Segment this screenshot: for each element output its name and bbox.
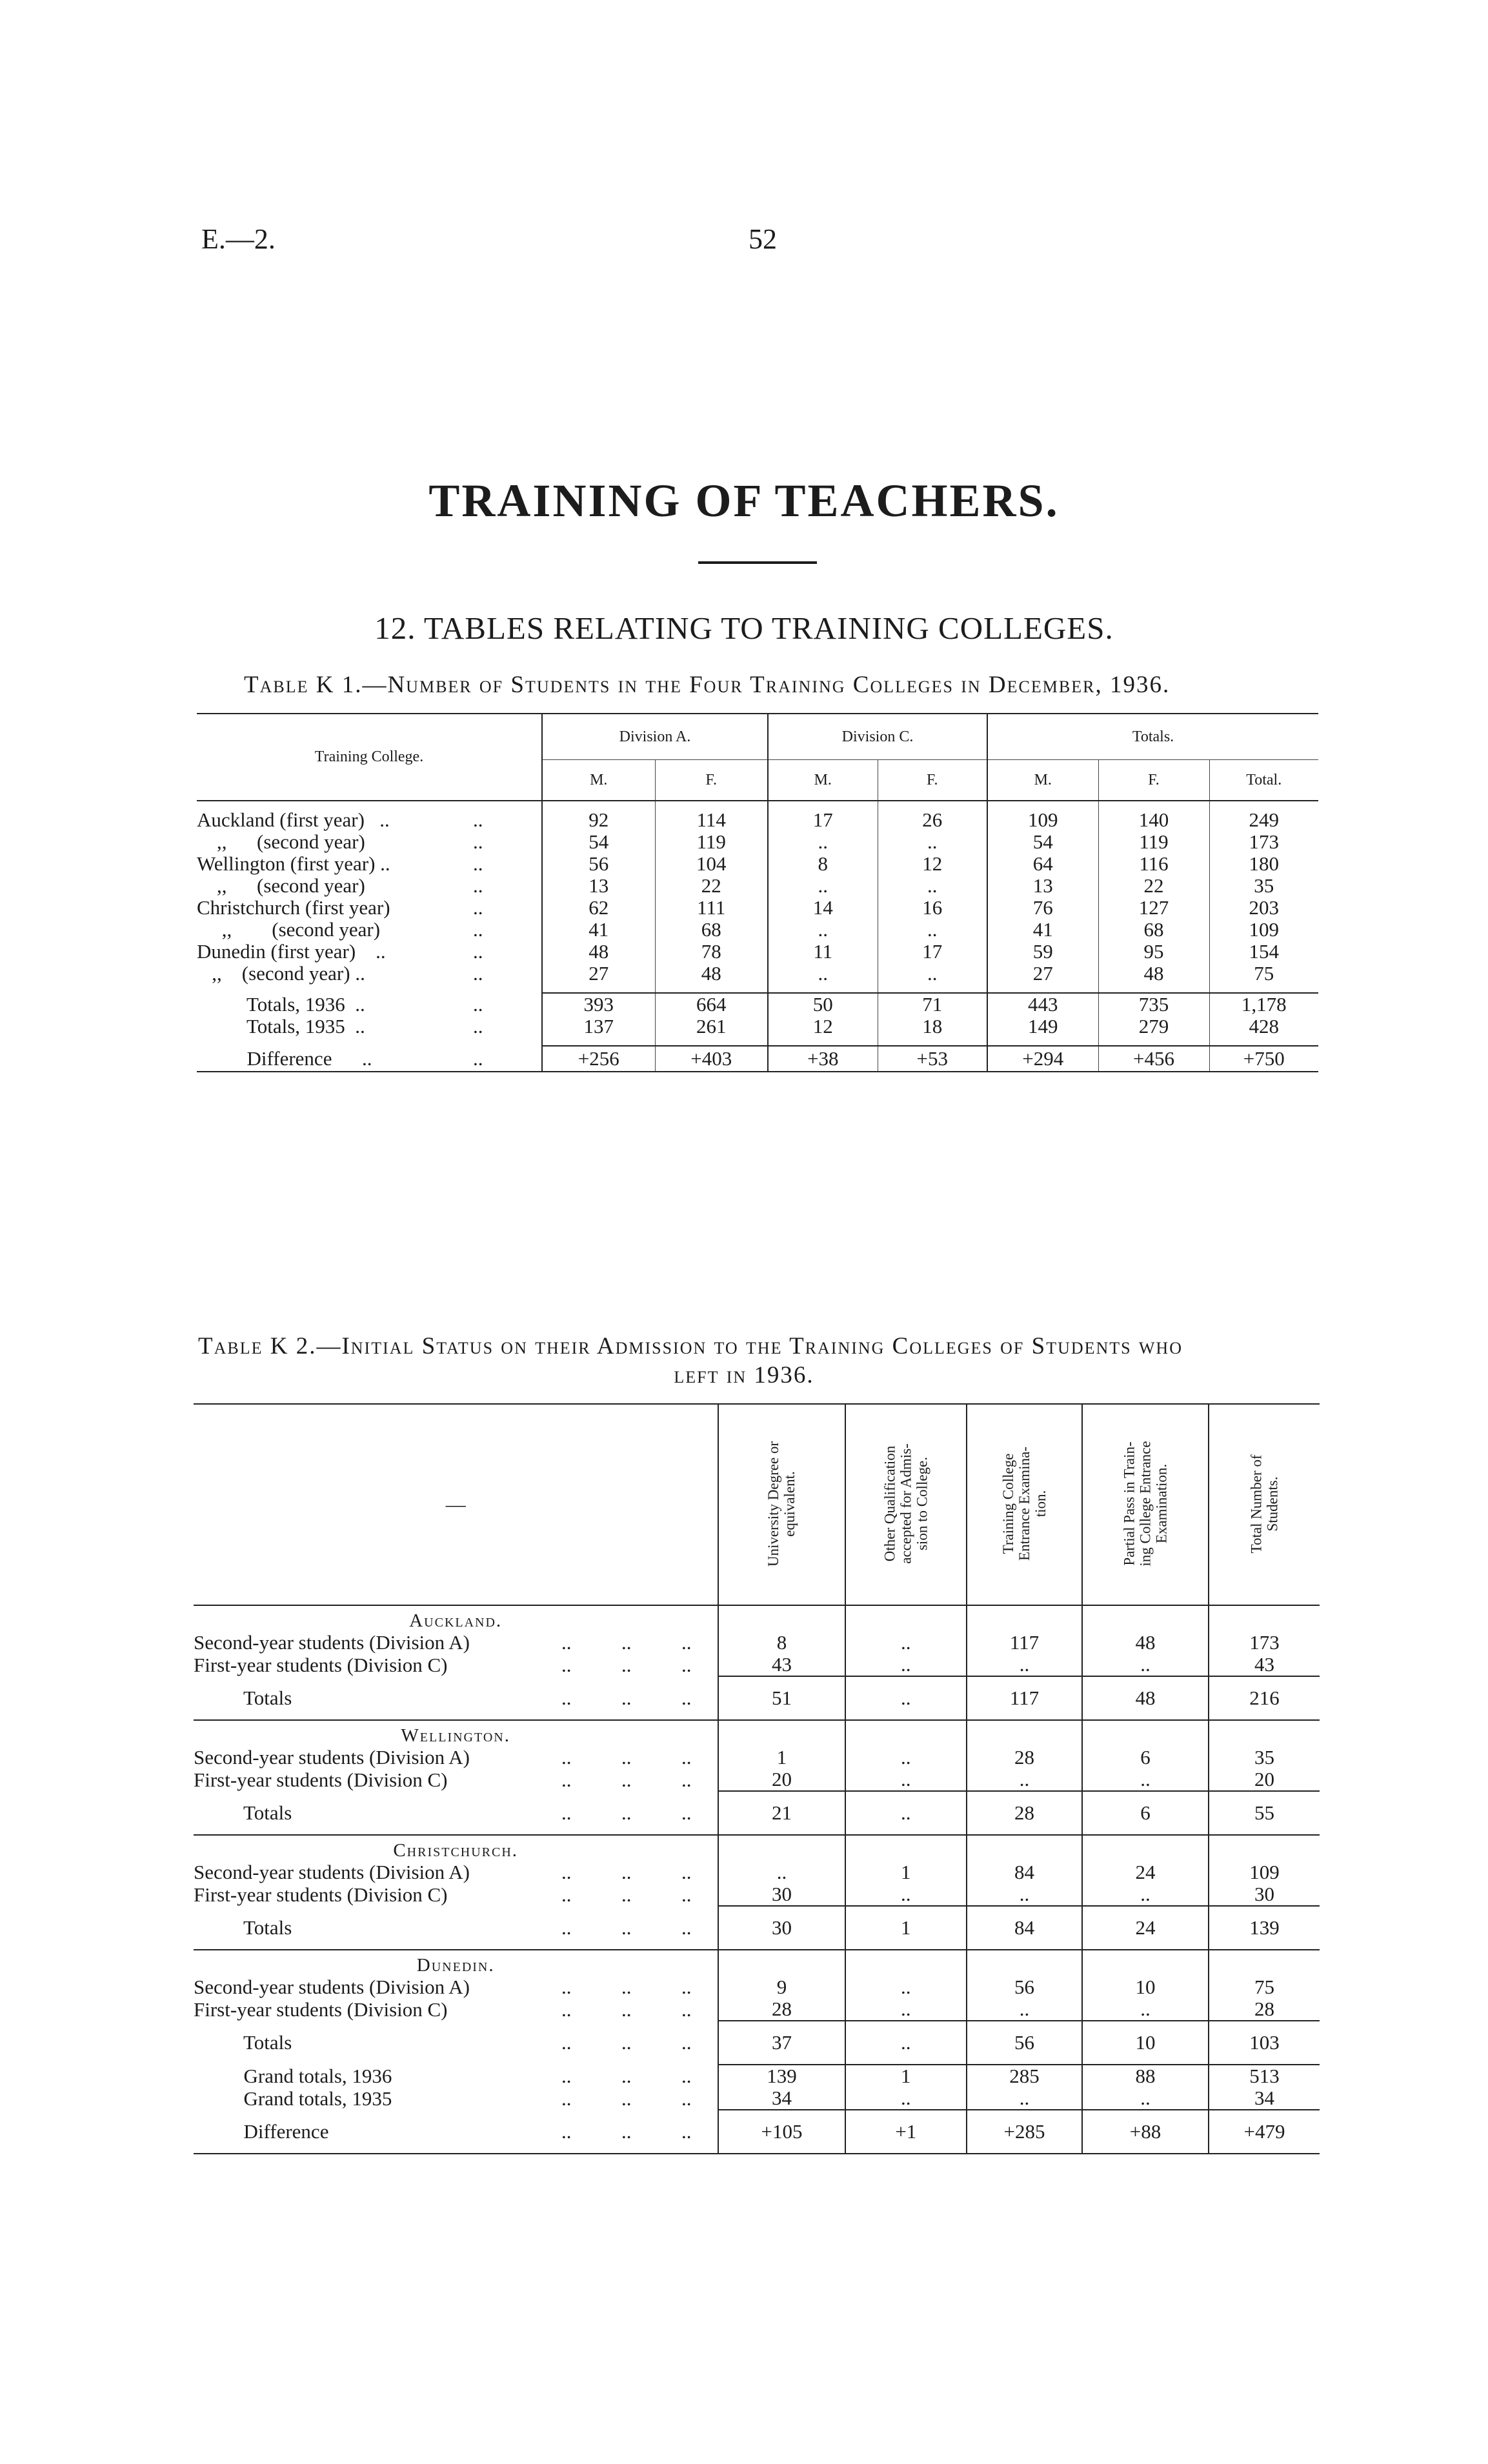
totals-row: Totals .. .. .. 21 .. 28 6 55 [194,1791,1320,1835]
col-t-f: F. [1098,760,1209,801]
difference-row: Difference .. .. .. +105 +1 +285 +88 +479 [194,2110,1320,2154]
col-total: Total. [1209,760,1318,801]
col-a-f: F. [655,760,768,801]
col-partial-pass: Partial Pass in Train- ing College Entrance Examination. [1121,1441,1170,1567]
col-a-m: M. [542,760,655,801]
group-division-a: Division A. [542,714,768,760]
table-k2-caption: Table K 2.—Initial Status on their Admission to the Training Colleges of Students who [198,1333,1183,1359]
table-row: First-year students (Division C) .. .. .. 20 .. .. .. 20 [194,1768,1320,1791]
table-row: First-year students (Division C) .. .. .. 28 .. .. .. 28 [194,1998,1320,2021]
table-row: Christchurch (first year) .. 62 111 14 16 76 127 203 [197,897,1318,919]
blank-header-dash: — [445,1493,466,1516]
table-row: Second-year students (Division A) .. .. .. 9 .. 56 10 75 [194,1976,1320,1998]
col-t-m: M. [987,760,1098,801]
grand-totals-1935: Grand totals, 1935 .. .. .. 34 .. .. .. 34 [194,2087,1320,2110]
region-heading: Wellington. [194,1720,718,1747]
table-row: ,, (second year) .. 54 119 .. .. 54 119 173 [197,831,1318,853]
totals-row: Totals .. .. .. 30 1 84 24 139 [194,1906,1320,1950]
totals-row-1935: Totals, 1935 .. .. 137 261 12 18 149 279 428 [197,1016,1318,1037]
region-heading: Christchurch. [194,1835,718,1861]
page-number: 52 [749,223,777,255]
totals-row: Totals .. .. .. 51 .. 117 48 216 [194,1676,1320,1720]
group-division-c: Division C. [768,714,987,760]
col-c-m: M. [768,760,878,801]
region-heading: Dunedin. [194,1950,718,1976]
table-row: ,, (second year) .. .. 27 48 .. .. 27 48 75 [197,963,1318,985]
table-row: ,, (second year) .. 13 22 .. .. 13 22 35 [197,875,1318,897]
section-title: 12. TABLES RELATING TO TRAINING COLLEGES. [374,610,1114,646]
table-k2-caption-cont: left in 1936. [674,1362,814,1388]
table-row: First-year students (Division C) .. .. .. 43 .. .. .. 43 [194,1654,1320,1676]
page-ref: E.—2. [201,223,276,255]
table-row: Auckland (first year) .. .. 92 114 17 26 109 140 249 [197,809,1318,831]
col-entrance-exam: Training College Entrance Examina- tion. [1000,1447,1049,1561]
page-title: TRAINING OF TEACHERS. [428,475,1060,526]
grand-totals-1936: Grand totals, 1936 .. .. .. 139 1 285 88 513 [194,2065,1320,2087]
table-row: Second-year students (Division A) .. .. .. 1 .. 28 6 35 [194,1747,1320,1768]
title-rule [698,561,817,564]
col-total-students: Total Number of Students. [1248,1454,1281,1553]
table-row: Wellington (first year) .. .. 56 104 8 12 64 116 180 [197,853,1318,875]
table-row: Second-year students (Division A) .. .. .. 8 .. 117 48 173 [194,1632,1320,1654]
table-k1 [197,713,1318,1072]
col-university-degree: University Degree or equivalent. [765,1441,798,1567]
group-totals: Totals. [987,714,1318,760]
table-row: Dunedin (first year) .. .. 48 78 11 17 59 95 154 [197,941,1318,963]
col-training-college: Training College. [314,748,424,765]
region-heading: Auckland. [409,1610,503,1631]
table-row: First-year students (Division C) .. .. .. 30 .. .. .. 30 [194,1883,1320,1906]
col-other-qualification: Other Qualification accepted for Admis- sion to College. [881,1443,930,1564]
difference-row: Difference .. .. +256 +403 +38 +53 +294 +456 +750 [197,1046,1318,1072]
totals-row-1936: Totals, 1936 .. .. 393 664 50 71 443 735 1,178 [197,993,1318,1016]
table-row: Second-year students (Division A) .. .. .. .. 1 84 24 109 [194,1861,1320,1883]
totals-row: Totals .. .. .. 37 .. 56 10 103 [194,2021,1320,2065]
table-row: ,, (second year) .. 41 68 .. .. 41 68 109 [197,919,1318,941]
col-c-f: F. [878,760,987,801]
table-k2 [194,1403,1320,2154]
table-k1-caption: Table K 1.—Number of Students in the Four Training Colleges in December, 1936. [244,672,1171,698]
